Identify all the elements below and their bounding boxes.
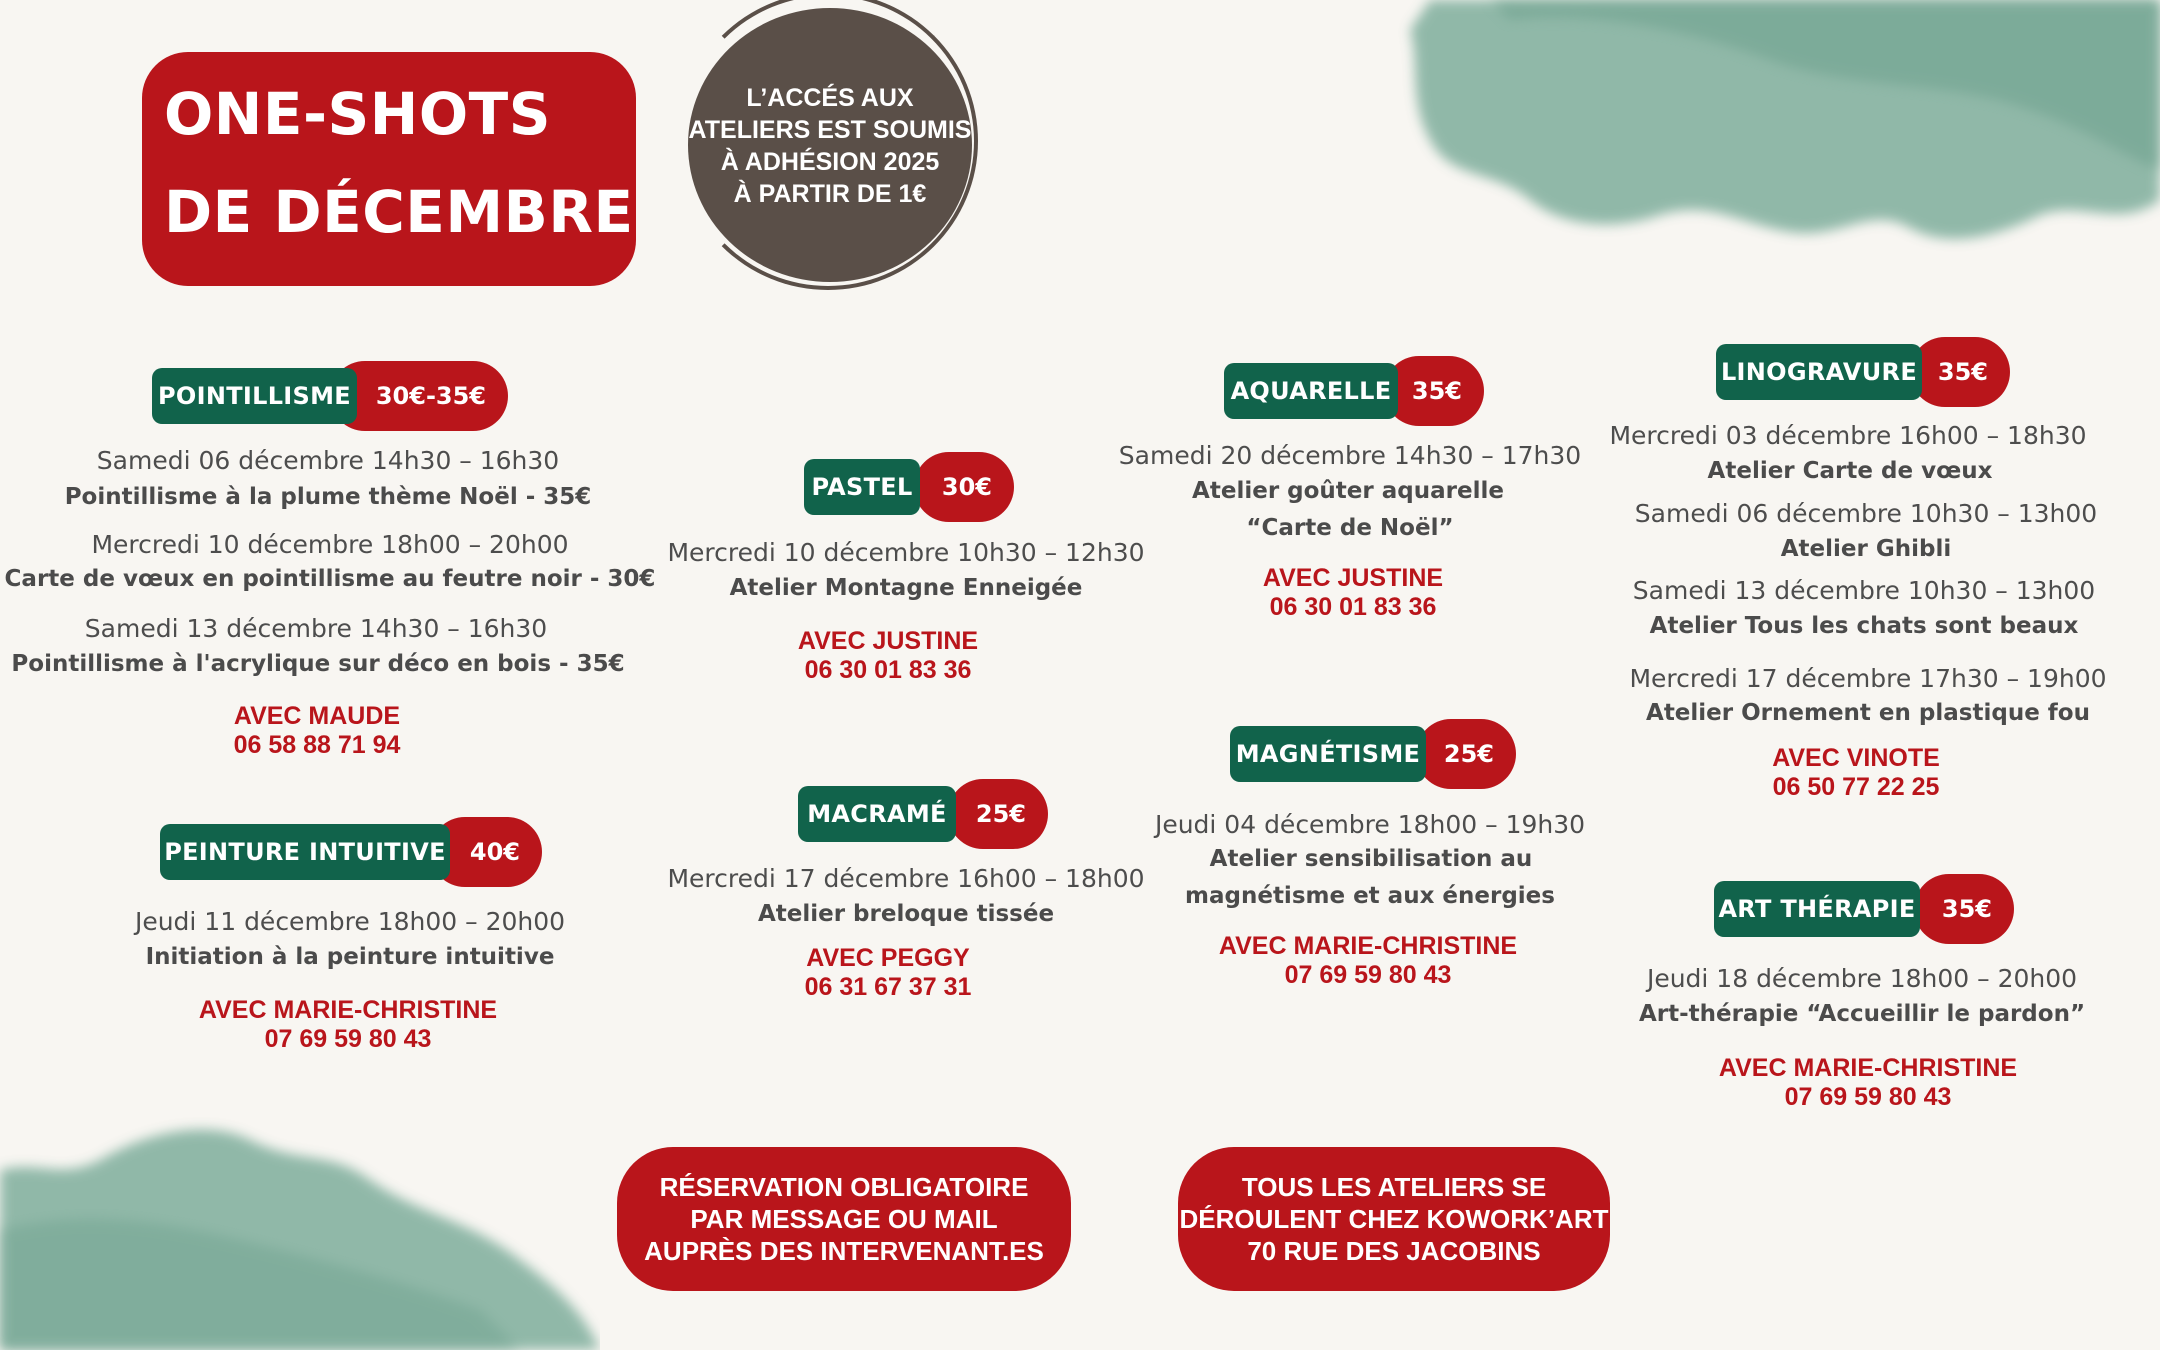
section-label: POINTILLISME xyxy=(152,368,357,424)
session-date: Mercredi 10 décembre 10h30 – 12h30 xyxy=(667,538,1145,567)
location-notice: TOUS LES ATELIERS SE DÉROULENT CHEZ KOWORK’ART 70 RUE DES JACOBINS xyxy=(1178,1147,1610,1291)
membership-notice-circle xyxy=(688,8,972,282)
price-tag: 35€ xyxy=(1914,874,2014,944)
badge-art-therapie xyxy=(1714,877,2014,941)
session-title: Atelier Ornement en plastique fou xyxy=(1646,700,2090,726)
section-label: MACRAMÉ xyxy=(798,786,956,842)
contact-name: AVEC MARIE-CHRISTINE xyxy=(1218,932,1518,960)
price-tag: 35€ xyxy=(1910,337,2010,407)
section-label: MAGNÉTISME xyxy=(1230,726,1426,782)
title-line-2: DE DÉCEMBRE xyxy=(164,178,634,246)
title-banner xyxy=(142,52,636,286)
section-label: PASTEL xyxy=(804,459,920,515)
session-title: Atelier goûter aquarelle xyxy=(1192,478,1504,504)
session-date: Mercredi 17 décembre 16h00 – 18h00 xyxy=(667,864,1145,893)
reservation-notice: RÉSERVATION OBLIGATOIRE PAR MESSAGE OU MAIL AUPRÈS DES INTERVENANT.ES xyxy=(617,1147,1071,1291)
section-label: PEINTURE INTUITIVE xyxy=(160,824,450,880)
contact-name: AVEC JUSTINE xyxy=(797,627,979,655)
session-date: Mercredi 10 décembre 18h00 – 20h00 xyxy=(91,530,569,559)
session-title: Pointillisme à l'acrylique sur déco en bois - 35€ xyxy=(11,651,625,677)
contact-block xyxy=(798,627,978,685)
session-date: Jeudi 18 décembre 18h00 – 20h00 xyxy=(1646,964,2078,993)
contact-phone[interactable]: 07 69 59 80 43 xyxy=(264,1025,432,1053)
section-label: ART THÉRAPIE xyxy=(1714,881,1920,937)
session-title: Art-thérapie “Accueillir le pardon” xyxy=(1638,1001,2086,1027)
contact-phone[interactable]: 06 30 01 83 36 xyxy=(804,656,972,684)
contact-block xyxy=(1772,744,1940,802)
badge-macrame xyxy=(798,782,1048,846)
session-date: Samedi 13 décembre 14h30 – 16h30 xyxy=(84,614,548,643)
title-line-1: ONE-SHOTS xyxy=(164,80,551,148)
contact-name: AVEC MAUDE xyxy=(233,702,401,730)
price-tag: 25€ xyxy=(1416,719,1516,789)
section-label: AQUARELLE xyxy=(1224,363,1398,419)
session-date: Samedi 06 décembre 10h30 – 13h00 xyxy=(1634,499,2098,528)
price-tag: 30€-35€ xyxy=(330,361,508,431)
session-date: Samedi 13 décembre 10h30 – 13h00 xyxy=(1632,576,2096,605)
contact-name: AVEC VINOTE xyxy=(1772,744,1940,772)
session-title: Atelier sensibilisation au xyxy=(1209,846,1533,872)
session-title: Pointillisme à la plume thème Noël - 35€ xyxy=(64,484,592,510)
contact-phone[interactable]: 07 69 59 80 43 xyxy=(1284,961,1452,989)
membership-notice-text: L’ACCÉS AUX ATELIERS EST SOUMIS À ADHÉSION 2025 À PARTIR DE 1€ xyxy=(688,84,972,208)
contact-block xyxy=(1263,564,1443,622)
session-date: Jeudi 04 décembre 18h00 – 19h30 xyxy=(1154,810,1586,839)
contact-phone[interactable]: 06 50 77 22 25 xyxy=(1772,773,1940,801)
contact-block xyxy=(805,944,972,1002)
badge-pointillisme xyxy=(152,364,508,428)
price-tag: 40€ xyxy=(430,817,542,887)
contact-name: AVEC MARIE-CHRISTINE xyxy=(198,996,498,1024)
session-title: Initiation à la peinture intuitive xyxy=(145,944,555,970)
contact-block xyxy=(1219,932,1517,990)
contact-name: AVEC JUSTINE xyxy=(1262,564,1444,592)
watercolor-blob-bottom-left xyxy=(0,1100,600,1350)
badge-pastel xyxy=(804,455,1014,519)
price-tag: 30€ xyxy=(914,452,1014,522)
badge-aquarelle xyxy=(1224,359,1484,423)
price-tag: 35€ xyxy=(1384,356,1484,426)
watercolor-blob-top-right xyxy=(1390,0,2160,270)
contact-block xyxy=(234,702,401,760)
session-title-continued: magnétisme et aux énergies xyxy=(1185,883,1555,909)
contact-phone[interactable]: 06 30 01 83 36 xyxy=(1269,593,1437,621)
session-date: Samedi 20 décembre 14h30 – 17h30 xyxy=(1118,441,1582,470)
contact-block xyxy=(1719,1054,2017,1112)
contact-block xyxy=(199,996,497,1054)
session-date: Samedi 06 décembre 14h30 – 16h30 xyxy=(96,446,560,475)
session-date: Mercredi 03 décembre 16h00 – 18h30 xyxy=(1609,421,2087,450)
contact-name: AVEC MARIE-CHRISTINE xyxy=(1718,1054,2018,1082)
badge-magnetisme xyxy=(1230,722,1516,786)
session-date: Jeudi 11 décembre 18h00 – 20h00 xyxy=(134,907,566,936)
session-title: Atelier breloque tissée xyxy=(757,901,1055,927)
session-title-continued: “Carte de Noël” xyxy=(1246,515,1454,541)
contact-phone[interactable]: 06 31 67 37 31 xyxy=(804,973,972,1001)
section-label: LINOGRAVURE xyxy=(1716,344,1922,400)
contact-phone[interactable]: 06 58 88 71 94 xyxy=(233,731,401,759)
session-title: Atelier Tous les chats sont beaux xyxy=(1649,613,2079,639)
session-title: Atelier Carte de vœux xyxy=(1707,458,1993,484)
session-date: Mercredi 17 décembre 17h30 – 19h00 xyxy=(1629,664,2107,693)
session-title: Carte de vœux en pointillisme au feutre noir - 30€ xyxy=(4,566,656,592)
session-title: Atelier Montagne Enneigée xyxy=(729,575,1083,601)
session-title: Atelier Ghibli xyxy=(1780,536,1952,562)
badge-peinture-intuitive xyxy=(160,820,542,884)
badge-linogravure xyxy=(1716,340,2010,404)
price-tag: 25€ xyxy=(948,779,1048,849)
contact-name: AVEC PEGGY xyxy=(806,944,970,972)
contact-phone[interactable]: 07 69 59 80 43 xyxy=(1784,1083,1952,1111)
